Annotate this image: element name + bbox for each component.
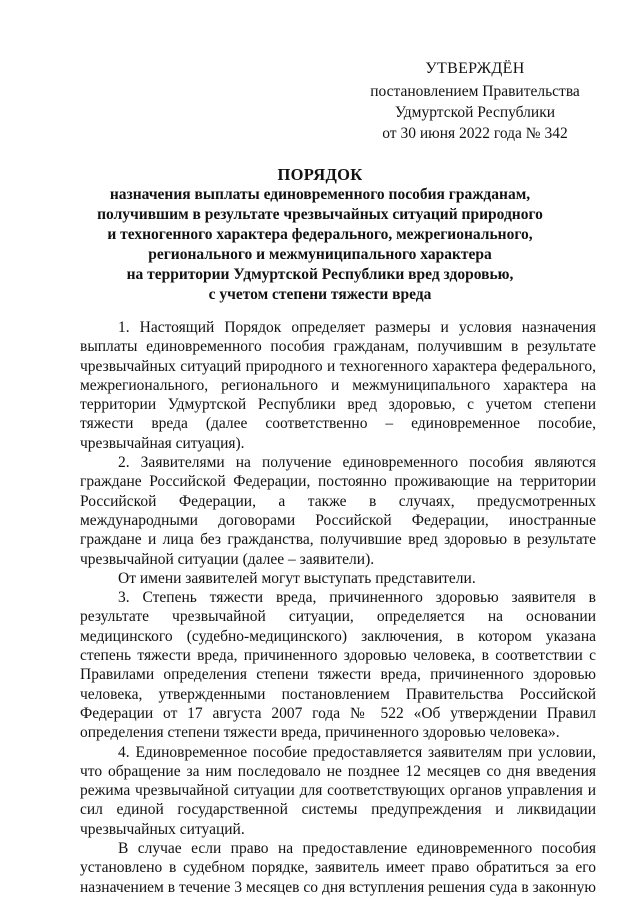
paragraph-4: 4. Единовременное пособие предоставляется заявителям при условии, что обращение за ним последовало не позднее 12 месяцев со дня введения режима чрезвычайной ситуации для соответствующих органов управления и сил единой государственной системы предупреждения и ликвидации чрезвычайных ситуаций.: [80, 743, 596, 838]
subtitle-line: и техногенного характера федерального, межрегионального,: [107, 226, 533, 243]
approval-line-2: Удмуртской Республики: [394, 104, 556, 121]
paragraph-3: 3. Степень тяжести вреда, причиненного здоровью заявителя в результате чрезвычайной ситуации, определяется на основании медицинского (судебно-медицинского) заключения, в котором указана степень тяжести вреда, причиненного здоровью человека, в соответствии с Правилами определения степени тяжести вреда, причиненного здоровью человека, утвержденными постановлением Правительства Российской Федерации от 17 августа 2007 года № 522 «Об утверждении Правил определения степени тяжести вреда, причиненного здоровью человека».: [80, 589, 596, 742]
paragraph-2: 2. Заявителями на получение единовременного пособия являются граждане Российской Федерации, постоянно проживающие на территории Российской Федерации, а также в случаях, предусмотренных международными договорами Российской Федерации, иностранные граждане и лица без гражданства, получившие вред здоровью в результате чрезвычайной ситуации (далее – заявители).: [80, 454, 596, 568]
paragraph-1: 1. Настоящий Порядок определяет размеры и условия назначения выплаты единовременного пособия гражданам, получившим в результате чрезвычайных ситуаций природного и техногенного характера федерального, межрегионального, регионального и межмуниципального характера на территории Удмуртской Республики вред здоровью, с учетом степени тяжести вреда (далее соответственно – единовременное пособие, чрезвычайная ситуация).: [80, 319, 596, 452]
approved-label: УТВЕРЖДЁН: [425, 60, 525, 77]
subtitle-line: назначения выплаты единовременного пособия гражданам,: [109, 186, 531, 203]
approval-line-1: постановлением Правительства: [370, 83, 580, 100]
subtitle-line: с учетом степени тяжести вреда: [208, 286, 432, 303]
approval-stamp-block: [360, 58, 590, 144]
subtitle-line: регионального и межмуниципального характера: [148, 246, 492, 263]
subtitle-line: получившим в результате чрезвычайных ситуаций природного: [97, 206, 543, 223]
paragraph-court: В случае если право на предоставление единовременного пособия установлено в судебном порядке, заявитель имеет право обратиться за его назначением в течение 3 месяцев со дня вступления решения суда в законную: [80, 840, 596, 896]
document-title-block: [90, 164, 550, 305]
document-title: ПОРЯДОК: [277, 165, 363, 184]
subtitle-line: на территории Удмуртской Республики вред здоровью,: [126, 266, 514, 283]
document-body: [80, 318, 596, 897]
approval-line-3: от 30 июня 2022 года № 342: [382, 125, 568, 142]
paragraph-representatives: От имени заявителей могут выступать представители.: [118, 569, 476, 587]
